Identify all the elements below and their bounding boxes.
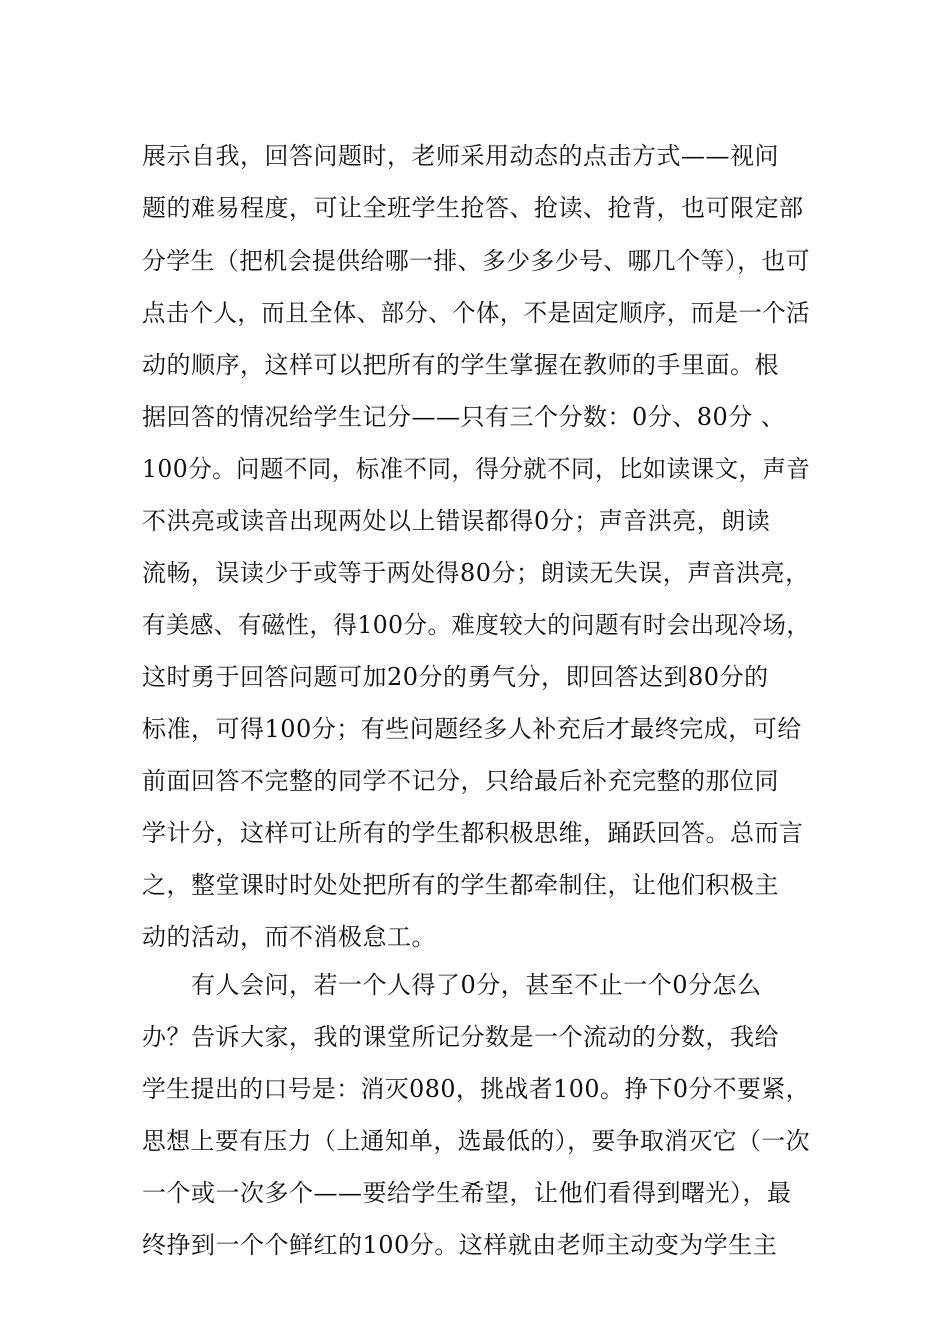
text-line: 学生提出的口号是：消灭080，挑战者100。挣下0分不要紧， [142,1075,810,1103]
text-line: 动的活动，而不消极怠工。 [142,923,436,951]
text-line: 100分。问题不同，标准不同，得分就不同，比如读课文，声音 [142,455,811,483]
text-line: 有美感、有磁性，得100分。难度较大的问题有时会出现冷场， [142,611,811,639]
text-line: 之，整堂课时时处处把所有的学生都牵制住，让他们积极主 [142,871,779,899]
text-line: 一个或一次多个——要给学生希望，让他们看得到曙光），最 [142,1179,792,1207]
text-line: 学计分，这样可让所有的学生都积极思维，踊跃回答。总而言 [142,819,804,847]
text-line: 前面回答不完整的同学不记分，只给最后补充完整的那位同 [142,767,779,795]
text-line: 终挣到一个个鲜红的100分。这样就由老师主动变为学生主 [142,1231,778,1259]
text-line: 流畅，误读少于或等于两处得80分；朗读无失误，声音洪亮， [142,559,810,587]
text-line: 点击个人，而且全体、部分、个体，不是固定顺序，而是一个活 [142,299,811,327]
text-line: 办？告诉大家，我的课堂所记分数是一个流动的分数，我给 [142,1023,779,1051]
text-line: 展示自我，回答问题时，老师采用动态的点击方式——视问 [142,142,779,170]
text-line: 这时勇于回答问题可加20分的勇气分，即回答达到80分的 [142,663,769,691]
text-line: 据回答的情况给学生记分——只有三个分数：0分、80分 、 [142,403,786,431]
text-line: 动的顺序，这样可以把所有的学生掌握在教师的手里面。根 [142,351,779,379]
text-line: 思想上要有压力（上通知单，选最低的），要争取消灭它（一次 [142,1127,811,1155]
text-line: 不洪亮或读音出现两处以上错误都得0分；声音洪亮，朗读 [142,507,771,535]
text-line: 题的难易程度，可让全班学生抢答、抢读、抢背，也可限定部 [142,194,804,222]
text-line: 有人会问，若一个人得了0分，甚至不止一个0分怎么 [142,971,762,999]
text-line: 标准，可得100分；有些问题经多人补充后才最终完成，可给 [142,715,802,743]
text-line: 分学生（把机会提供给哪一排、多少多少号、哪几个等），也可 [142,247,811,275]
